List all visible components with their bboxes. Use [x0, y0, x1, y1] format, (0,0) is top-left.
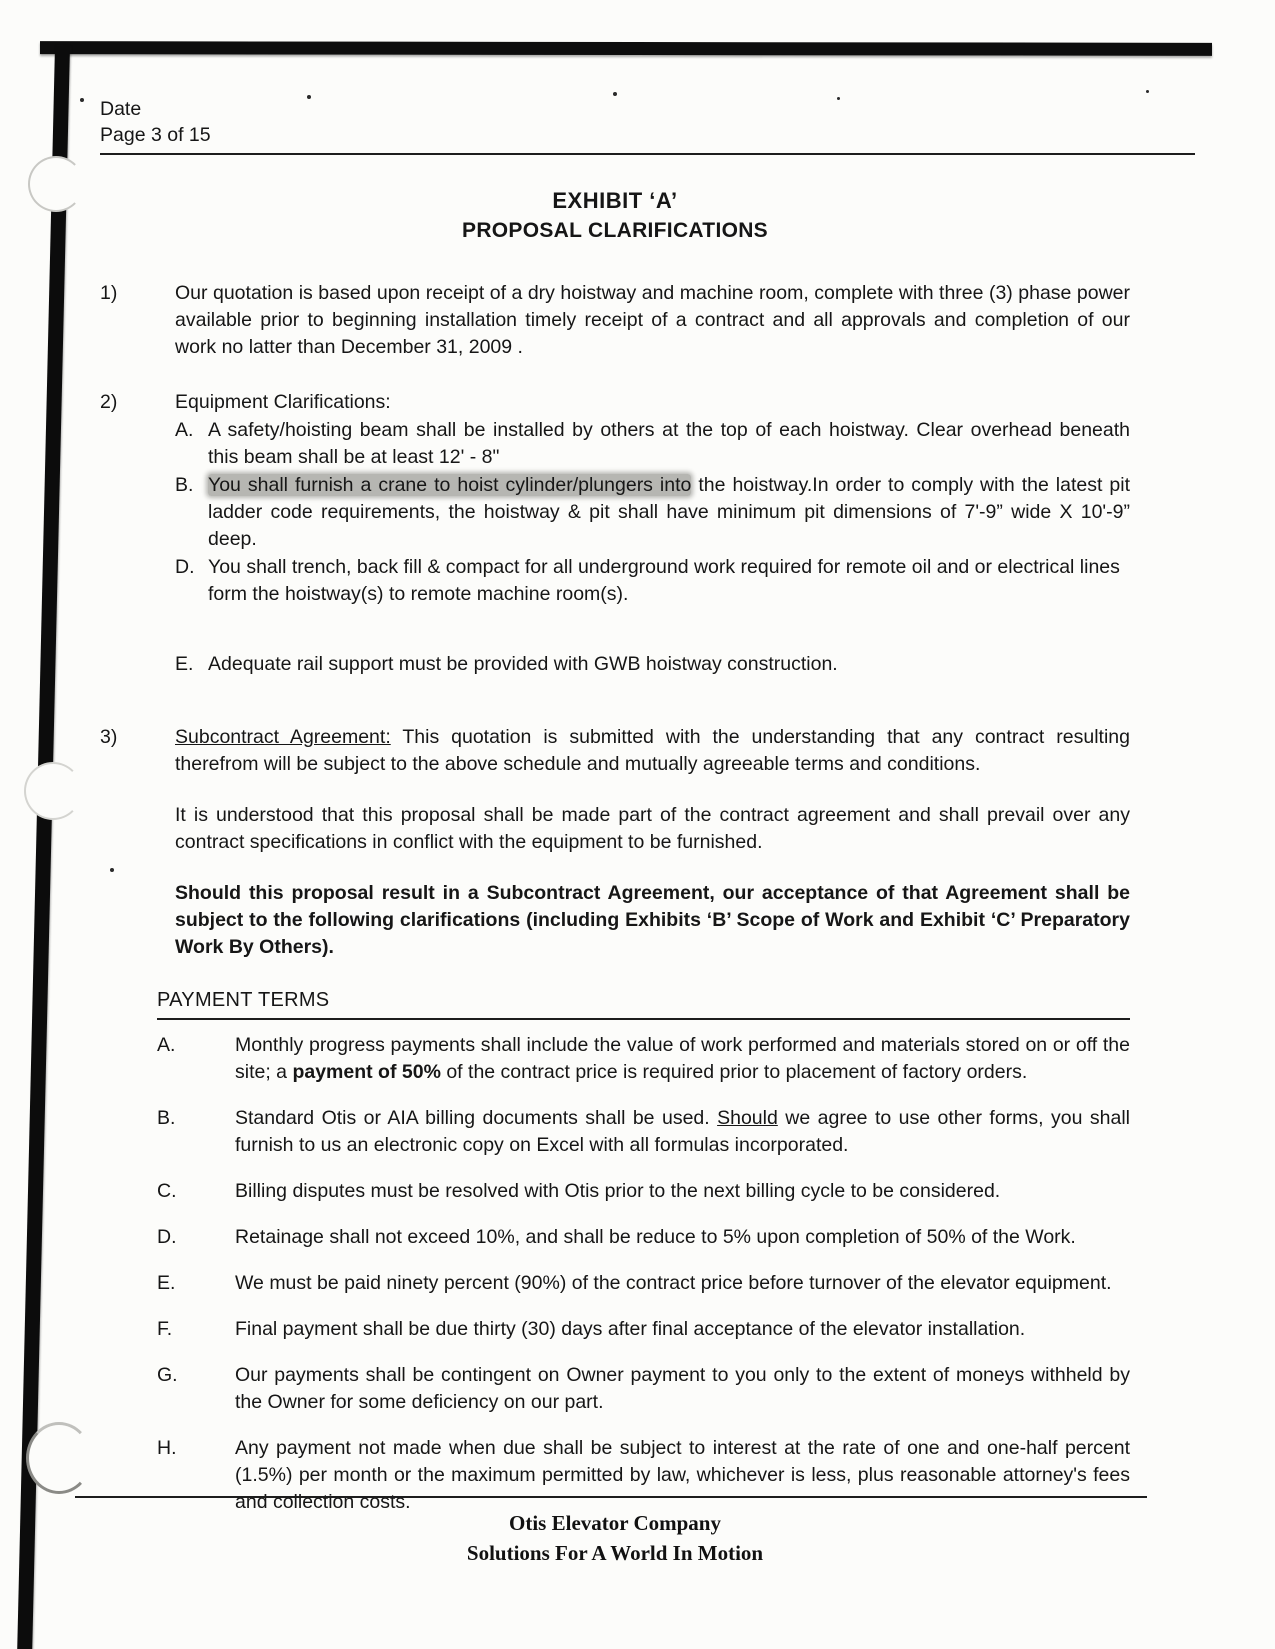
header-divider: [100, 153, 1195, 155]
date-label: Date: [100, 98, 142, 120]
payment-item-letter: C.: [157, 1180, 177, 1202]
scan-edge-left: [17, 46, 70, 1649]
payment-item-e: [157, 1270, 1130, 1297]
payment-item-letter: A.: [157, 1034, 176, 1056]
payment-item-letter: H.: [157, 1437, 177, 1459]
sub-item-letter: E.: [175, 653, 194, 675]
item-text: Our quotation is based upon receipt of a dry hoistway and machine room, complete with three (3) phase power available prior to beginning installation timely receipt of a contract and all approvals and completion of our work no latter than December 31, 2009 .: [175, 282, 1130, 358]
payment-item-text: Retainage shall not exceed 10%, and shall be reduce to 5% upon completion of 50% of the Work.: [235, 1226, 1076, 1248]
item-body: [175, 724, 1130, 961]
sub-item-text-rest: the hoistway.In order to comply with the latest pit ladder code requirements, the hoistway & pit shall have minimum pit dimensions of 7'-9” wide X 10'-9” deep.: [208, 474, 1131, 550]
payment-item-text: We must be paid ninety percent (90%) of the contract price before turnover of the elevator equipment.: [235, 1272, 1112, 1294]
payment-item-letter: G.: [157, 1364, 178, 1386]
payment-text-segment: Monthly progress payments shall include the value of work performed and materials stored on or off the site; a: [235, 1034, 1130, 1083]
payment-item-text: Final payment shall be due thirty (30) days after final acceptance of the elevator installation.: [235, 1318, 1026, 1340]
payment-item-g: [157, 1362, 1130, 1416]
payment-item-text: Our payments shall be contingent on Owner payment to you only to the extent of moneys withheld by the Owner for some deficiency on our part.: [235, 1364, 1130, 1413]
company-name: Otis Elevator Company: [509, 1511, 721, 1535]
scan-edge-top: [40, 41, 1212, 56]
footer: [0, 1508, 1230, 1568]
clarification-item-1: [100, 280, 1130, 361]
sub-item-text: A safety/hoisting beam shall be installed by others at the top of each hoistway. Clear overhead beneath this beam shall be at least 12' - 8": [208, 419, 1130, 468]
page-header: [100, 96, 1130, 148]
footer-divider: [75, 1496, 1147, 1498]
sub-item-letter: A.: [175, 419, 194, 441]
punch-hole-top: [28, 156, 84, 212]
sub-item-letter: D.: [175, 556, 195, 578]
should-proposal-paragraph: Should this proposal result in a Subcontract Agreement, our acceptance of that Agreement shall be subject to the following clarifications (including Exhibits ‘B’ Scope of Work and Exhibit ‘C’ Preparatory Work By Others).: [175, 882, 1130, 958]
payment-item-letter: D.: [157, 1226, 177, 1248]
sub-item-text: [208, 472, 1130, 553]
scan-speck: [1146, 90, 1149, 93]
subcontract-text: This quotation is submitted with the understanding that any contract resulting therefrom will be subject to the above schedule and mutually agreeable terms and conditions.: [175, 726, 1130, 775]
equipment-sub-item-b: [175, 472, 1130, 553]
punch-hole-middle: [24, 762, 82, 820]
sub-item-text: Adequate rail support must be provided with GWB hoistway construction.: [208, 653, 838, 675]
company-tagline: Solutions For A World In Motion: [466, 1541, 764, 1565]
subcontract-paragraph: [175, 724, 1130, 778]
payment-item-d: [157, 1224, 1130, 1251]
payment-text-underlined: Should: [717, 1107, 778, 1129]
item-number: 1): [100, 282, 118, 304]
exhibit-title: EXHIBIT ‘A’: [552, 188, 678, 213]
equipment-sub-item-e: [175, 651, 1130, 678]
item-number: 3): [100, 726, 118, 748]
sub-item-text: You shall trench, back fill & compact for all underground work required for remote oil and or electrical lines form the hoistway(s) to remote machine room(s).: [208, 556, 1120, 605]
payment-text-segment: we agree to use other forms, you shall furnish to us an electronic copy on Excel with all formulas incorporated.: [235, 1107, 1130, 1156]
payment-item-c: [157, 1178, 1130, 1205]
clarification-item-2: [100, 389, 1130, 678]
sub-item-letter: B.: [175, 474, 194, 496]
punch-hole-bottom: [26, 1422, 92, 1494]
document-subtitle: PROPOSAL CLARIFICATIONS: [462, 219, 768, 242]
item-text: Equipment Clarifications:: [175, 391, 391, 413]
subcontract-agreement-label: Subcontract Agreement:: [175, 726, 391, 748]
payment-terms-divider: [157, 1018, 1130, 1020]
payment-terms-heading: PAYMENT TERMS: [157, 989, 330, 1011]
payment-item-a: [157, 1032, 1130, 1086]
payment-item-h: [157, 1435, 1130, 1516]
title-block: [100, 187, 1130, 244]
payment-text-segment: Standard Otis or AIA billing documents shall be used.: [235, 1107, 718, 1129]
payment-item-text: Any payment not made when due shall be subject to interest at the rate of one and one-half percent (1.5%) per month or the maximum permitted by law, whichever is less, plus reasonable attorney's fees and collection costs.: [235, 1437, 1130, 1513]
highlighted-text: You shall furnish a crane to hoist cylinder/plungers into: [208, 474, 692, 496]
payment-terms-section: [157, 987, 1130, 1516]
payment-item-letter: F.: [157, 1318, 173, 1340]
payment-item-b: [157, 1105, 1130, 1159]
payment-item-letter: B.: [157, 1107, 176, 1129]
equipment-sub-item-d: [175, 554, 1130, 608]
page-number: Page 3 of 15: [100, 124, 211, 146]
payment-item-text: Billing disputes must be resolved with Otis prior to the next billing cycle to be considered.: [235, 1180, 1001, 1202]
payment-item-text: [235, 1032, 1130, 1086]
scan-speck: [80, 98, 84, 102]
payment-item-f: [157, 1316, 1130, 1343]
understood-paragraph: It is understood that this proposal shall be made part of the contract agreement and shall prevail over any contract specifications in conflict with the equipment to be furnished.: [175, 804, 1130, 853]
clarification-item-3: [100, 724, 1130, 961]
payment-item-letter: E.: [157, 1272, 176, 1294]
payment-text-bold: payment of 50%: [292, 1061, 441, 1083]
payment-text-segment: of the contract price is required prior to placement of factory orders.: [440, 1061, 1028, 1083]
payment-item-text: [235, 1105, 1130, 1159]
equipment-sub-item-a: [175, 417, 1130, 471]
item-body: [175, 389, 1130, 678]
item-number: 2): [100, 391, 118, 413]
document-body: [100, 96, 1130, 1516]
